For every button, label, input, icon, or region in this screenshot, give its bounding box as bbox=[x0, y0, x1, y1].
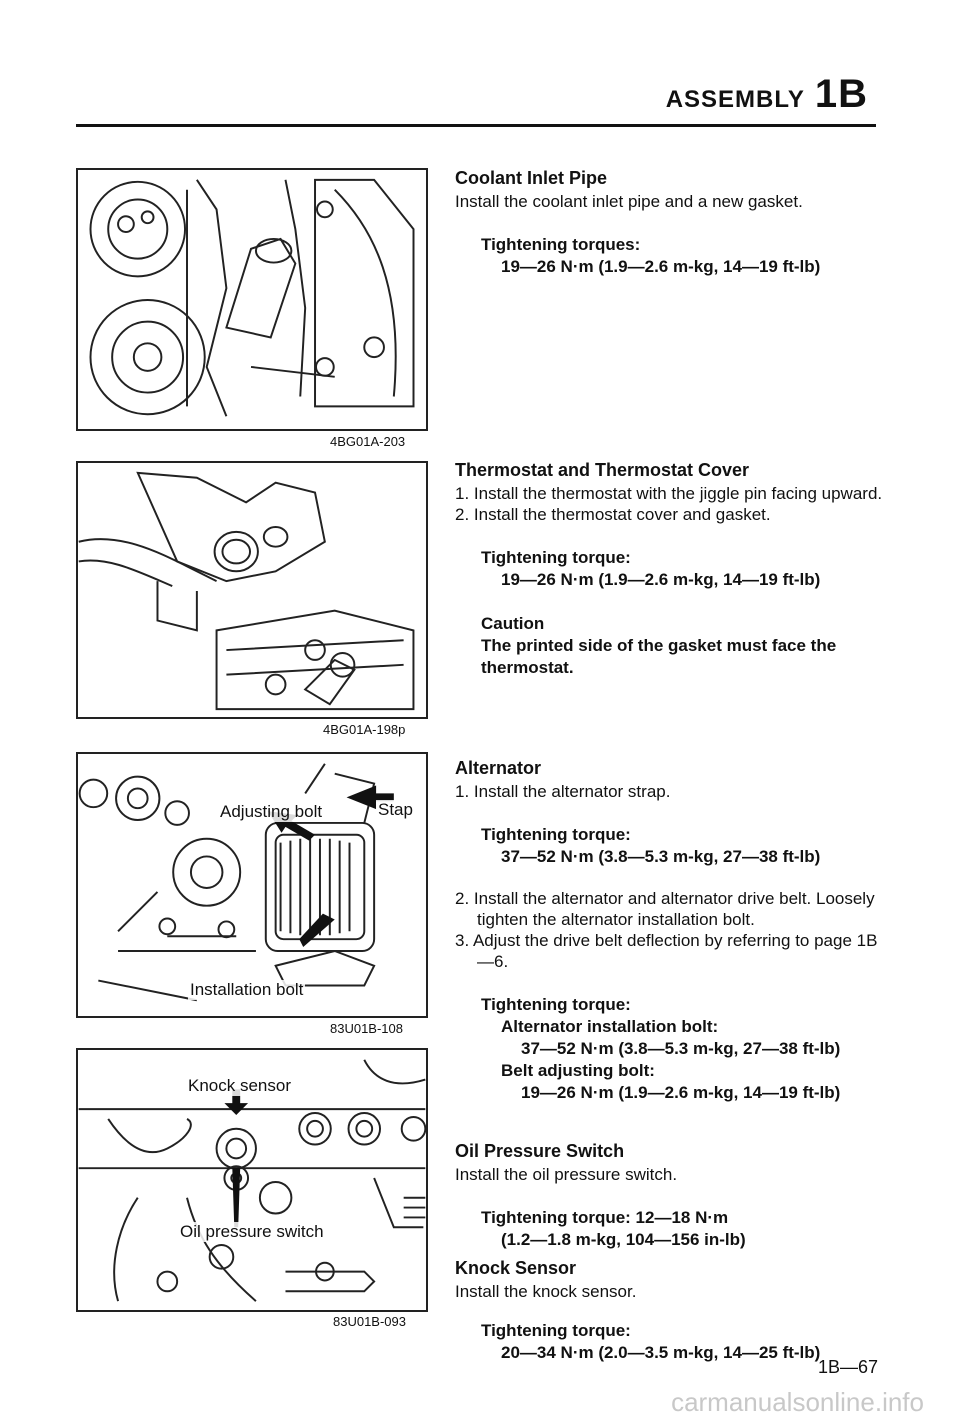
install-bolt-value: 37—52 N·m (3.8—5.3 m-kg, 27—38 ft-lb) bbox=[521, 1039, 841, 1058]
step-item: 2. Install the alternator and alternator drive belt. Loosely tighten the alternator installation bolt. bbox=[455, 889, 875, 929]
section-alternator bbox=[455, 758, 885, 1104]
label-adjusting-bolt: Adjusting bolt bbox=[220, 802, 323, 821]
torque-value: 20—34 N·m (2.0—3.5 m-kg, 14—25 ft-lb) bbox=[501, 1343, 821, 1362]
figure-code: 83U01B-108 bbox=[330, 1021, 403, 1036]
adjust-bolt-label: Belt adjusting bolt: bbox=[501, 1061, 655, 1080]
coolant-pipe-illustration bbox=[78, 170, 426, 429]
torque-line: (1.2—1.8 m-kg, 104—156 in-lb) bbox=[501, 1230, 746, 1249]
section-title: Knock Sensor bbox=[455, 1258, 577, 1278]
torque-value: 37—52 N·m (3.8—5.3 m-kg, 27—38 ft-lb) bbox=[501, 847, 821, 866]
section-knock-sensor bbox=[455, 1258, 885, 1364]
label-installation-bolt: Installation bolt bbox=[190, 980, 304, 999]
section-title: Oil Pressure Switch bbox=[455, 1141, 625, 1161]
torque-spec bbox=[481, 547, 885, 591]
section-text: Install the coolant inlet pipe and a new gasket. bbox=[455, 192, 803, 211]
step-list bbox=[455, 888, 885, 972]
page-header bbox=[0, 0, 960, 130]
install-bolt-label: Alternator installation bolt: bbox=[501, 1017, 719, 1036]
figure-knock-sensor bbox=[76, 1048, 428, 1312]
caution-title: Caution bbox=[481, 614, 545, 633]
page-number: 1B—67 bbox=[817, 1357, 878, 1377]
thermostat-illustration bbox=[78, 463, 426, 717]
step-item: 2. Install the thermostat cover and gasket. bbox=[455, 505, 771, 524]
label-knock-sensor: Knock sensor bbox=[188, 1076, 291, 1095]
figure-alternator bbox=[76, 752, 428, 1018]
torque-spec bbox=[481, 824, 885, 868]
torque-spec bbox=[481, 994, 885, 1104]
torque-spec bbox=[481, 234, 885, 278]
torque-value: 19—26 N·m (1.9—2.6 m-kg, 14—19 ft-lb) bbox=[501, 257, 821, 276]
page-title bbox=[666, 72, 868, 117]
header-rule bbox=[76, 124, 876, 127]
section-text: Install the knock sensor. bbox=[455, 1282, 637, 1301]
section-thermostat bbox=[455, 460, 885, 679]
figure-coolant-inlet-pipe bbox=[76, 168, 428, 431]
torque-line: Tightening torque: 12—18 N·m bbox=[481, 1208, 729, 1227]
torque-label: Tightening torque: bbox=[481, 825, 631, 844]
step-item: 3. Adjust the drive belt deflection by referring to page 1B—6. bbox=[455, 931, 878, 971]
step-item: 1. Install the alternator strap. bbox=[455, 782, 671, 801]
torque-label: Tightening torques: bbox=[481, 235, 641, 254]
watermark: carmanualsonline.info bbox=[671, 1387, 924, 1417]
section-name: ASSEMBLY bbox=[665, 86, 805, 113]
adjust-bolt-value: 19—26 N·m (1.9—2.6 m-kg, 14—19 ft-lb) bbox=[521, 1083, 841, 1102]
step-list bbox=[455, 781, 885, 802]
torque-spec bbox=[481, 1207, 885, 1251]
label-oil-pressure-switch: Oil pressure switch bbox=[180, 1222, 324, 1241]
figure-code: 83U01B-093 bbox=[333, 1314, 406, 1329]
figure-code: 4BG01A-203 bbox=[330, 434, 406, 449]
section-title: Alternator bbox=[455, 758, 542, 778]
section-title: Thermostat and Thermostat Cover bbox=[455, 460, 750, 480]
torque-value: 19—26 N·m (1.9—2.6 m-kg, 14—19 ft-lb) bbox=[501, 570, 821, 589]
step-list bbox=[455, 483, 885, 525]
figure-code: 4BG01A-198p bbox=[323, 722, 406, 737]
figure-thermostat bbox=[76, 461, 428, 719]
chapter-code: 1B bbox=[814, 72, 868, 116]
torque-label: Tightening torque: bbox=[481, 995, 631, 1014]
section-coolant-inlet-pipe bbox=[455, 168, 885, 278]
torque-label: Tightening torque: bbox=[481, 548, 631, 567]
label-stap: Stap bbox=[378, 800, 413, 819]
section-text: Install the oil pressure switch. bbox=[455, 1165, 678, 1184]
step-item: 1. Install the thermostat with the jiggle pin facing upward. bbox=[455, 484, 883, 503]
section-title: Coolant Inlet Pipe bbox=[455, 168, 608, 188]
section-oil-pressure-switch bbox=[455, 1141, 885, 1251]
caution-note bbox=[481, 613, 885, 679]
torque-label: Tightening torque: bbox=[481, 1321, 631, 1340]
caution-text: The printed side of the gasket must face the thermostat. bbox=[481, 636, 837, 677]
alternator-illustration bbox=[78, 754, 426, 1016]
